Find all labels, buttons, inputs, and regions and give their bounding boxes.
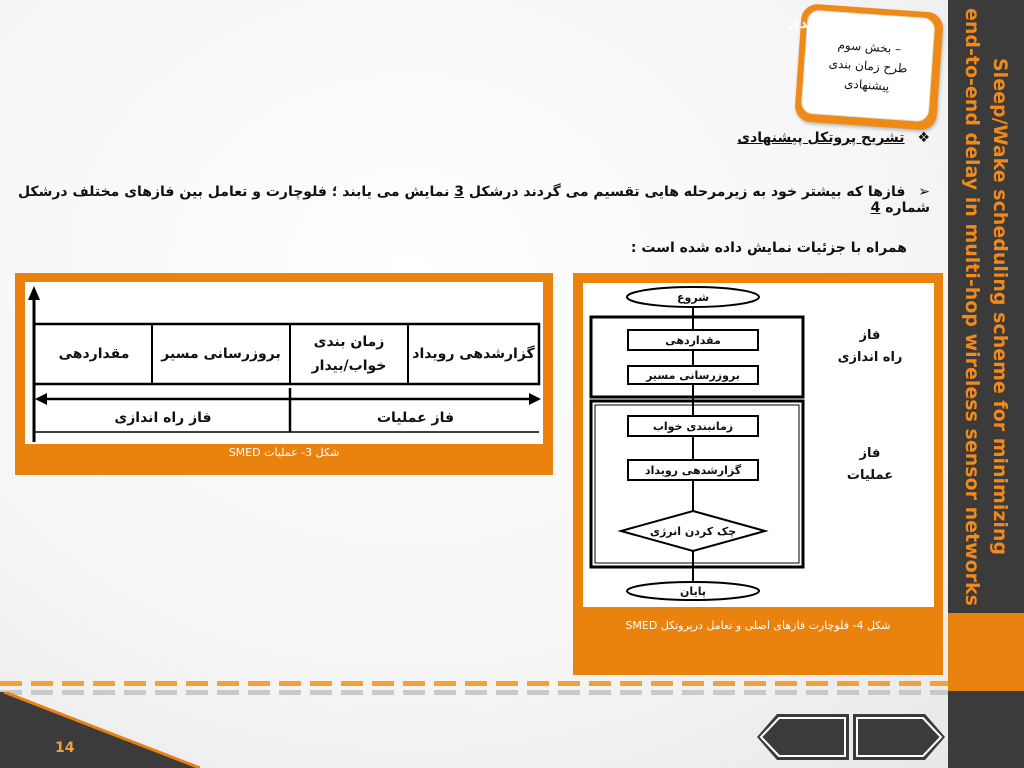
bullet-1-text: تشریح پروتکل پیشنهادی <box>737 130 905 146</box>
arrow-bullet-icon: ➢ <box>918 184 930 200</box>
figure-3-caption: شکل 3- عملیات SMED <box>228 446 340 459</box>
figure-4-caption: شکل 4- فلوچارت فازهای اصلی و تعامل درپروتکل SMED <box>625 619 891 632</box>
flow-sleep-schedule: زمانبندی خواب <box>627 415 759 437</box>
flow-route-update: بروزرسانی مسیر <box>627 365 759 385</box>
flow-energy-check: چک کردن انرژی <box>649 524 737 538</box>
dashed-divider-orange <box>0 681 948 686</box>
phase-routing-label <box>811 325 929 369</box>
phase-operation-label <box>811 443 929 487</box>
bullet-2-continuation: همراه با جزئیات نمایش داده شده است : <box>630 240 907 256</box>
next-button-label[interactable]: بعدی <box>787 16 822 32</box>
figure-3-ref: 3 <box>454 184 465 200</box>
cell-sleep-wake-schedule: زمان بندی خواب/بیدار <box>311 334 387 374</box>
phase-routing-label-2: راه اندازی <box>837 350 903 365</box>
cell-initialization: مقداردهی <box>58 346 130 362</box>
diamond-bullet-icon: ❖ <box>917 130 930 146</box>
section-badge-line-3: پیشنهادی <box>843 75 890 93</box>
phase-operation-label-1: فاز <box>859 446 881 461</box>
figure-4-ref: 4 <box>870 200 881 216</box>
label-routing-phase: فاز راه اندازی <box>114 410 212 426</box>
page-corner-shape <box>0 692 200 768</box>
title-line-1: Sleep/Wake scheduling scheme for minimizing <box>989 57 1011 556</box>
bullet-2-text-part-2: نمایش می یابند ؛ فلوچارت و تعامل بین فازهای مختلف درشکل شماره <box>17 184 930 216</box>
section-badge-line-2: طرح زمان بندی <box>828 55 908 76</box>
flow-event-report: گزارشدهی رویداد <box>627 459 759 481</box>
page-number: 14 <box>55 740 75 756</box>
section-badge-line-1: – بخش سوم <box>837 37 902 56</box>
cell-event-report: گزارشدهی رویداد <box>412 346 535 362</box>
cell-route-update: بروزرسانی مسیر <box>161 346 281 362</box>
phase-routing-label-1: فاز <box>859 328 881 343</box>
label-operation-phase: فاز عملیات <box>376 410 455 426</box>
figure-3-smed-operations <box>15 273 553 475</box>
flow-start: شروع <box>677 290 710 304</box>
figure-3-diagram <box>25 282 543 444</box>
previous-button[interactable] <box>853 712 945 762</box>
phase-operation-label-2: عملیات <box>846 468 894 483</box>
side-accent-block <box>948 613 1024 691</box>
figure-4-flowchart <box>573 273 943 675</box>
flow-end: پایان <box>680 584 706 598</box>
bullet-phases-description <box>12 184 930 216</box>
flow-initialization: مقداردهی <box>627 329 759 351</box>
previous-button-label[interactable]: قبلی <box>877 16 912 32</box>
next-button[interactable] <box>757 712 849 762</box>
figure-4-diagram <box>583 283 934 607</box>
bullet-2-text-part-1: فازها که بیشتر خود به زیرمرحله هایی تقسیم می گردند درشکل <box>464 184 906 200</box>
title-line-2: end-to-end delay in multi-hop wireless sensor networks <box>961 7 983 606</box>
presentation-title <box>948 0 1024 613</box>
bullet-protocol-heading <box>600 130 930 146</box>
